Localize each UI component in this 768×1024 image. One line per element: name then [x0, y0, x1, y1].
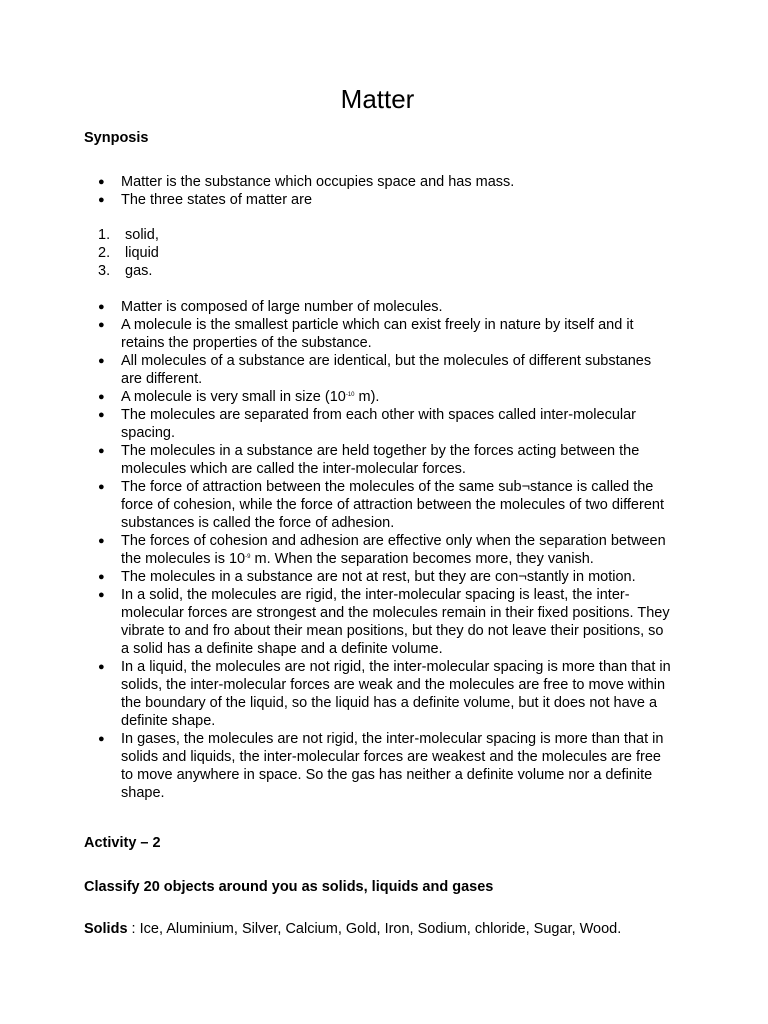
item-number: 3.: [98, 263, 111, 279]
list-item-text: Matter is the substance which occupies space and has mass.: [121, 174, 515, 190]
list-item: [84, 532, 674, 568]
activity-heading: Activity – 2: [84, 835, 161, 851]
list-item: [84, 406, 674, 442]
bullet-icon: ●: [98, 733, 105, 745]
list-item-text: A molecule is the smallest particle which can exist freely in nature by itself and it retains the properties of the substance.: [121, 317, 634, 351]
list-item: [84, 442, 674, 478]
list-item-text: m).: [354, 389, 380, 405]
list-item-text: The force of attraction between the molecules of the same sub¬stance is called the force of cohesion, while the force of attraction between the molecules of two different substances is called the force of adhesion.: [121, 479, 664, 531]
list-item-text: The molecules are separated from each other with spaces called inter-molecular spacing.: [121, 407, 636, 441]
bullet-list-properties: [84, 298, 674, 802]
bullet-icon: ●: [98, 409, 105, 421]
bullet-icon: ●: [98, 319, 105, 331]
solids-label: Solids: [84, 921, 128, 937]
bullet-icon: ●: [98, 535, 105, 547]
list-item: [84, 568, 674, 586]
list-item: [84, 316, 674, 352]
item-number: 1.: [98, 227, 111, 243]
bullet-icon: ●: [98, 661, 105, 673]
list-item-text: In a solid, the molecules are rigid, the inter-molecular spacing is least, the inter-molecular forces are strongest and the molecules remain in their fixed positions. They vibrate to and fro about their mean positions, but they do not leave their positions, so a solid has a definite shape and a definite volume.: [121, 587, 670, 657]
list-item-text: The three states of matter are: [121, 192, 313, 208]
item-text: solid,: [125, 227, 159, 243]
bullet-list-intro: [84, 173, 674, 209]
solids-list-text: : Ice, Aluminium, Silver, Calcium, Gold, Iron, Sodium, chloride, Sugar, Wood.: [127, 921, 622, 937]
list-item-text: In a liquid, the molecules are not rigid, the inter-molecular spacing is more than that in solids, the inter-molecular forces are weak and the molecules are free to move within the boundary of the liquid, so the liquid has a definite volume, but it does not have a definite shape.: [121, 659, 671, 729]
list-item-text: Matter is composed of large number of molecules.: [121, 299, 443, 315]
page-title: Matter: [340, 84, 415, 114]
bullet-icon: ●: [98, 301, 105, 313]
list-item-text: m. When the separation becomes more, they vanish.: [250, 551, 594, 567]
exponent: -10: [345, 392, 355, 398]
bullet-icon: ●: [98, 589, 105, 601]
list-item-text: The forces of cohesion and adhesion are effective only when the separation between the molecules is 10: [121, 533, 666, 567]
item-text: gas.: [125, 263, 153, 279]
list-item: [84, 478, 674, 532]
exponent: -9: [245, 554, 251, 560]
bullet-icon: ●: [98, 176, 105, 188]
list-item: [84, 388, 674, 406]
list-item: [84, 658, 674, 730]
bullet-icon: ●: [98, 445, 105, 457]
numbered-item: [84, 244, 159, 262]
list-item: [84, 298, 674, 316]
list-item-text: The molecules in a substance are not at rest, but they are con¬stantly in motion.: [121, 569, 636, 585]
bullet-icon: ●: [98, 355, 105, 367]
list-item-text: All molecules of a substance are identical, but the molecules of different substanes are different.: [121, 353, 652, 387]
item-number: 2.: [98, 245, 111, 261]
states-numbered-list: [84, 226, 159, 280]
list-item: [84, 352, 674, 388]
solids-paragraph: [84, 920, 704, 938]
bullet-icon: ●: [98, 481, 105, 493]
numbered-item: [84, 262, 159, 280]
bullet-icon: ●: [98, 391, 105, 403]
synopsis-heading: Synposis: [84, 130, 149, 146]
bullet-icon: ●: [98, 571, 105, 583]
list-item-text: A molecule is very small in size (10: [121, 389, 346, 405]
list-item: [84, 173, 674, 191]
item-text: liquid: [125, 245, 159, 261]
classify-heading: Classify 20 objects around you as solids, liquids and gases: [84, 879, 494, 895]
list-item: [84, 191, 674, 209]
numbered-item: [84, 226, 159, 244]
list-item: [84, 730, 674, 802]
bullet-icon: ●: [98, 194, 105, 206]
list-item-text: The molecules in a substance are held together by the forces acting between the molecules which are called the inter-molecular forces.: [121, 443, 640, 477]
list-item-text: In gases, the molecules are not rigid, the inter-molecular spacing is more than that in solids and liquids, the inter-molecular forces are weakest and the molecules are free to move anywhere in space. So the gas has neither a definite volume nor a definite shape.: [121, 731, 664, 801]
list-item: [84, 586, 674, 658]
